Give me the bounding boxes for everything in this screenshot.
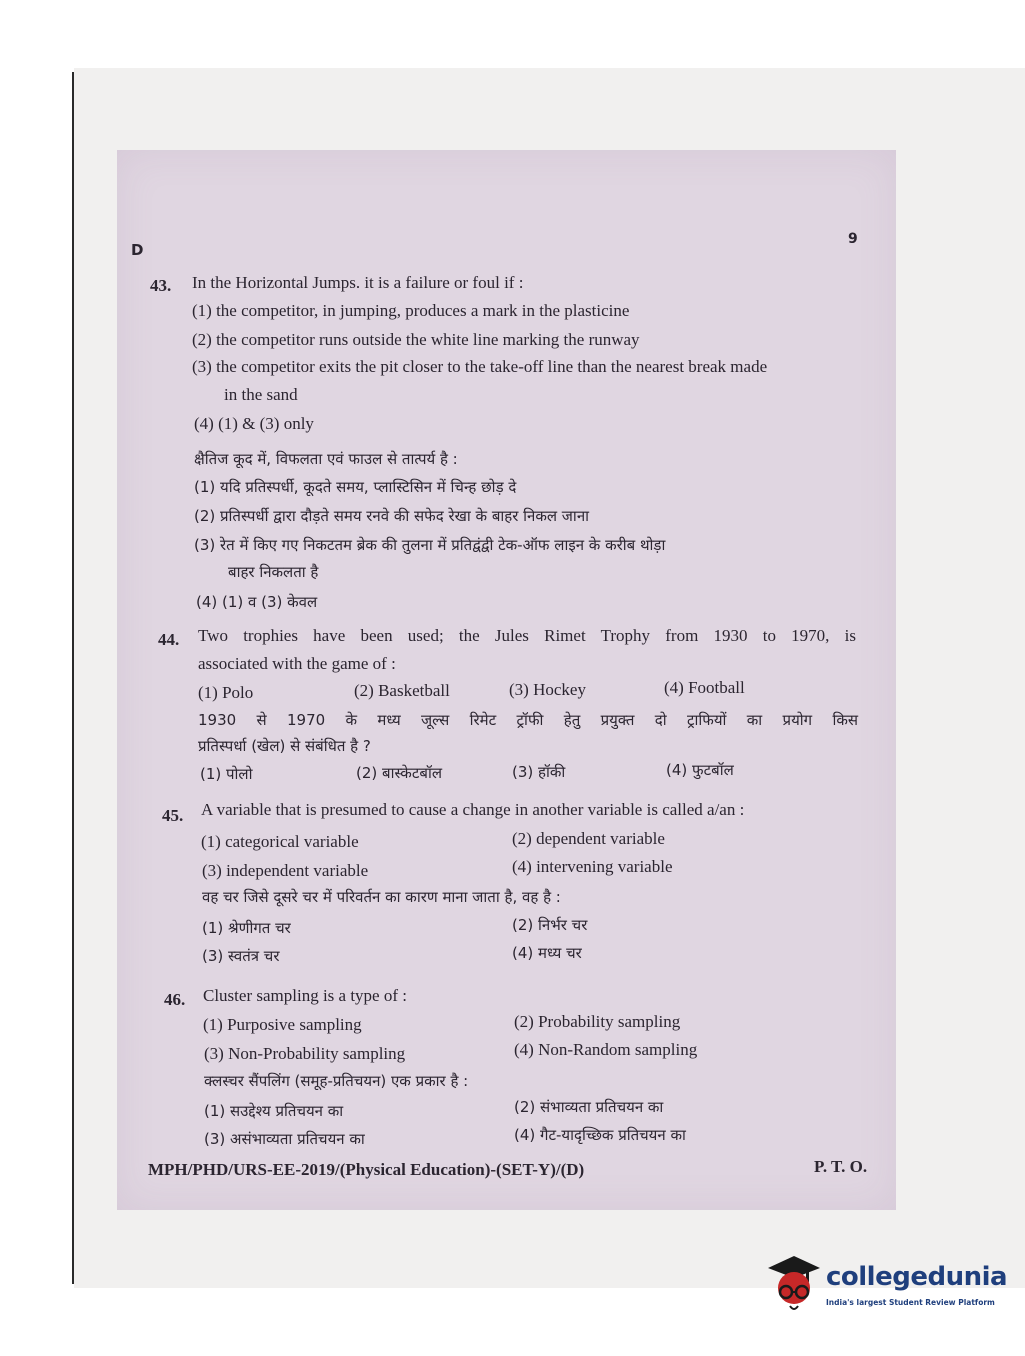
option-hi: (1) श्रेणीगत चर bbox=[202, 919, 291, 937]
question-text-en: In the Horizontal Jumps. it is a failure or foul if : bbox=[192, 273, 524, 292]
option-en: (2) Basketball bbox=[354, 681, 450, 700]
brand-tagline: India's largest Student Review Platform bbox=[826, 1298, 995, 1307]
question-text-hi: वह चर जिसे दूसरे चर में परिवर्तन का कारण माना जाता है, वह है : bbox=[202, 888, 561, 906]
question-text-hi: 1930 से 1970 के मध्य जूल्स रिमेट ट्रॉफी हेतु प्रयुक्त दो ट्राफियों का प्रयोग किस bbox=[198, 711, 858, 729]
option-en: (4) (1) & (3) only bbox=[194, 414, 314, 433]
option-hi: (2) प्रतिस्पर्धी द्वारा दौड़ते समय रनवे की सफेद रेखा के बाहर निकल जाना bbox=[194, 507, 590, 525]
option-hi: (1) पोलो bbox=[200, 765, 253, 783]
option-hi: (4) फुटबॉल bbox=[666, 761, 734, 779]
option-hi: (4) (1) व (3) केवल bbox=[196, 593, 318, 611]
option-en: (3) Non-Probability sampling bbox=[204, 1044, 406, 1063]
question-number: 45. bbox=[162, 806, 184, 825]
brand-name: collegedunia bbox=[826, 1262, 1008, 1292]
question-text-en: Two trophies have been used; the Jules Rimet Trophy from 1930 to 1970, is bbox=[198, 626, 856, 645]
question-text-en: A variable that is presumed to cause a change in another variable is called a/an : bbox=[201, 800, 745, 819]
option-en: (2) dependent variable bbox=[512, 829, 665, 848]
option-hi: (4) गैट-यादृच्छिक प्रतिचयन का bbox=[514, 1126, 686, 1144]
option-en: (4) Non-Random sampling bbox=[514, 1040, 698, 1059]
question-number: 43. bbox=[150, 276, 172, 295]
option-en: (2) Probability sampling bbox=[514, 1012, 681, 1031]
option-en-continued: in the sand bbox=[224, 385, 298, 404]
student-mascot-icon bbox=[764, 1252, 824, 1316]
question-number: 46. bbox=[164, 990, 186, 1009]
question-text-hi: क्षैतिज कूद में, विफलता एवं फाउल से तात्पर्य है : bbox=[194, 450, 458, 468]
paper-code: MPH/PHD/URS-EE-2019/(Physical Education)-(SET-Y)/(D) bbox=[148, 1160, 585, 1179]
option-en: (1) the competitor, in jumping, produces a mark in the plasticine bbox=[192, 301, 630, 320]
option-en: (1) Polo bbox=[198, 683, 254, 702]
page-number: 9 bbox=[848, 231, 858, 247]
option-hi: (3) हॉकी bbox=[512, 763, 566, 781]
set-letter: D bbox=[131, 241, 144, 259]
option-hi: (4) मध्य चर bbox=[512, 944, 582, 962]
option-hi: (1) यदि प्रतिस्पर्धी, कूदते समय, प्लास्टिसिन में चिन्ह छोड़ दे bbox=[194, 478, 517, 496]
option-en: (4) intervening variable bbox=[512, 857, 673, 876]
option-hi: (3) असंभाव्यता प्रतिचयन का bbox=[204, 1130, 365, 1148]
option-en: (1) Purposive sampling bbox=[203, 1015, 362, 1034]
option-hi-continued: बाहर निकलता है bbox=[228, 563, 319, 581]
option-en: (3) Hockey bbox=[509, 680, 586, 699]
question-text-en: Cluster sampling is a type of : bbox=[203, 986, 407, 1005]
option-hi: (1) सउद्देश्य प्रतिचयन का bbox=[204, 1102, 344, 1120]
option-hi: (3) रेत में किए गए निकटतम ब्रेक की तुलना में प्रतिद्वंद्वी टेक-ऑफ लाइन के करीब थोड़ा bbox=[194, 536, 666, 554]
question-text-hi: क्लस्चर सैंपलिंग (समूह-प्रतिचयन) एक प्रकार है : bbox=[204, 1072, 469, 1090]
question-text-en-continued: associated with the game of : bbox=[198, 654, 396, 673]
option-hi: (2) निर्भर चर bbox=[512, 916, 588, 934]
option-en: (2) the competitor runs outside the white line marking the runway bbox=[192, 330, 640, 349]
option-hi: (2) बास्केटबॉल bbox=[356, 764, 443, 782]
option-en: (1) categorical variable bbox=[201, 832, 359, 851]
pto-label: P. T. O. bbox=[814, 1157, 868, 1176]
option-en: (3) independent variable bbox=[202, 861, 369, 880]
question-number: 44. bbox=[158, 630, 180, 649]
collegedunia-logo bbox=[764, 1252, 1008, 1312]
option-hi: (2) संभाव्यता प्रतिचयन का bbox=[514, 1098, 664, 1116]
question-text-hi-continued: प्रतिस्पर्धा (खेल) से संबंधित है ? bbox=[198, 737, 371, 755]
option-hi: (3) स्वतंत्र चर bbox=[202, 947, 280, 965]
option-en: (3) the competitor exits the pit closer to the take-off line than the nearest break made bbox=[192, 357, 768, 376]
option-en: (4) Football bbox=[664, 678, 745, 697]
